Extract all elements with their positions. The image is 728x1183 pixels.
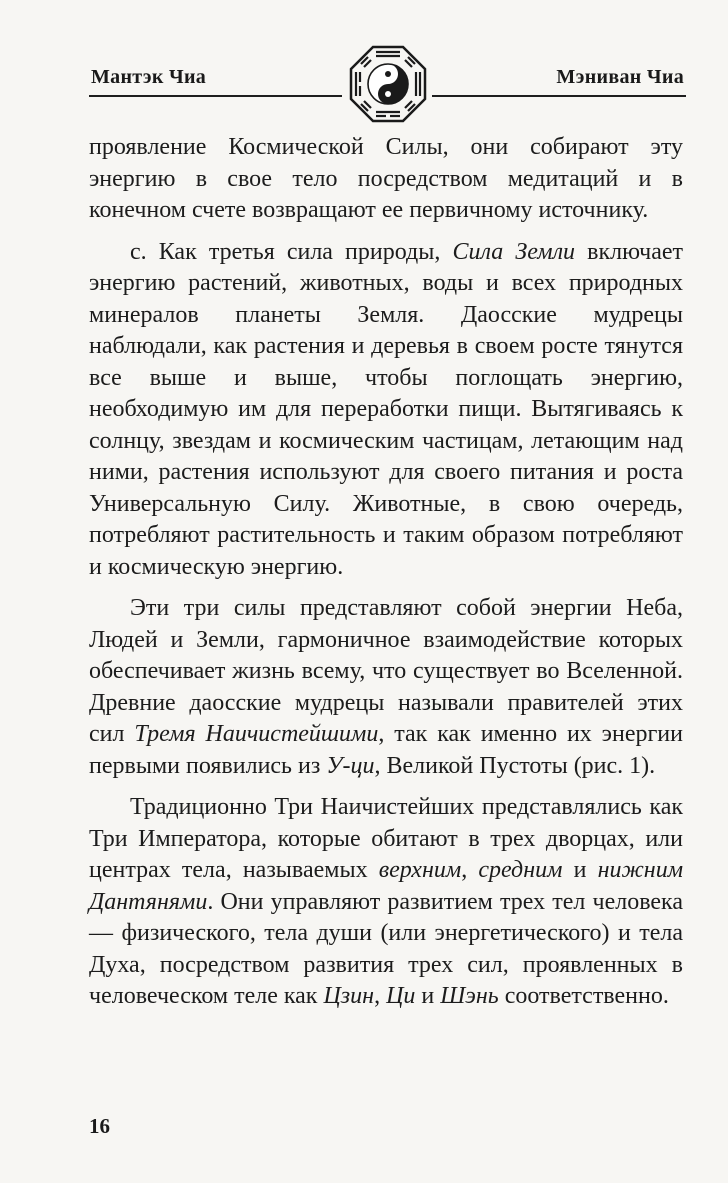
italic-term: средним bbox=[478, 857, 563, 883]
italic-term: Цзин bbox=[323, 983, 375, 1009]
text-run: и bbox=[562, 857, 598, 883]
italic-term: Ци bbox=[386, 983, 416, 1009]
italic-term: Шэнь bbox=[440, 983, 499, 1009]
text-run: , так как именно их энергии первыми появились из bbox=[89, 721, 683, 779]
text-run: включает энергию растений, животных, воды и всех природных минералов планеты Земля. Даосские мудрецы наблюдали, как растения и деревья в своем росте тянутся все выше и выше, чтобы поглощать энергию, необходимую им для переработки пищи. Вытягиваясь к солнцу, звездам и космическим частицам, летающим над ними, растения используют для своего питания и роста Универсальную Силу. Животные, в свою очередь, потребляют растительность и таким образом потребляют и космическую энергию. bbox=[89, 238, 683, 580]
paragraph bbox=[89, 237, 683, 584]
header-rule-left bbox=[89, 95, 342, 97]
text-run: Традиционно Три Наичистейших представлялись как Три Императора, которые обитают в трех дворцах, или центрах тела, называемых bbox=[89, 794, 683, 883]
text-run: , bbox=[374, 983, 387, 1009]
italic-term: верхним bbox=[378, 857, 462, 883]
bagua-yin-yang-icon bbox=[349, 45, 427, 123]
text-run: , Великой Пустоты (рис. 1). bbox=[374, 752, 656, 779]
italic-term: У-ци bbox=[326, 752, 375, 779]
italic-term: Тремя Наичистейшими bbox=[134, 721, 379, 747]
header-rule-right bbox=[432, 95, 686, 97]
text-run: с. Как третья сила природы, bbox=[130, 238, 453, 265]
text-run: Эти три силы представляют собой энергии Неба, Людей и Земли, гармоничное взаимодействие которых обеспечивает жизнь всему, что существует во Вселенной. Древние даосские мудрецы называли правителей этих сил bbox=[89, 595, 683, 747]
italic-term: нижним Дантянями bbox=[89, 857, 684, 915]
running-header bbox=[0, 0, 728, 120]
body-text bbox=[89, 132, 683, 1023]
text-run: , bbox=[461, 857, 479, 883]
paragraph bbox=[89, 593, 683, 782]
italic-term: Сила Земли bbox=[452, 238, 576, 265]
text-run: проявление Космической Силы, они собирают эту энергию в свое тело посредством медитаций и в конечном счете возвращают ее первичному источнику. bbox=[89, 134, 683, 223]
page-number: 16 bbox=[89, 1114, 110, 1138]
paragraph bbox=[89, 132, 683, 227]
author-name-right: Мэниван Чиа bbox=[556, 66, 684, 88]
author-name-left: Мантэк Чиа bbox=[91, 66, 207, 88]
text-run: . Они управляют развитием трех тел человека — физического, тела души (или энергетического) и тела Духа, посредством развития трех сил, проявленных в человеческом теле как bbox=[89, 888, 683, 1009]
text-run: соответственно. bbox=[498, 983, 669, 1009]
text-run: и bbox=[415, 983, 441, 1009]
paragraph bbox=[89, 792, 683, 1013]
